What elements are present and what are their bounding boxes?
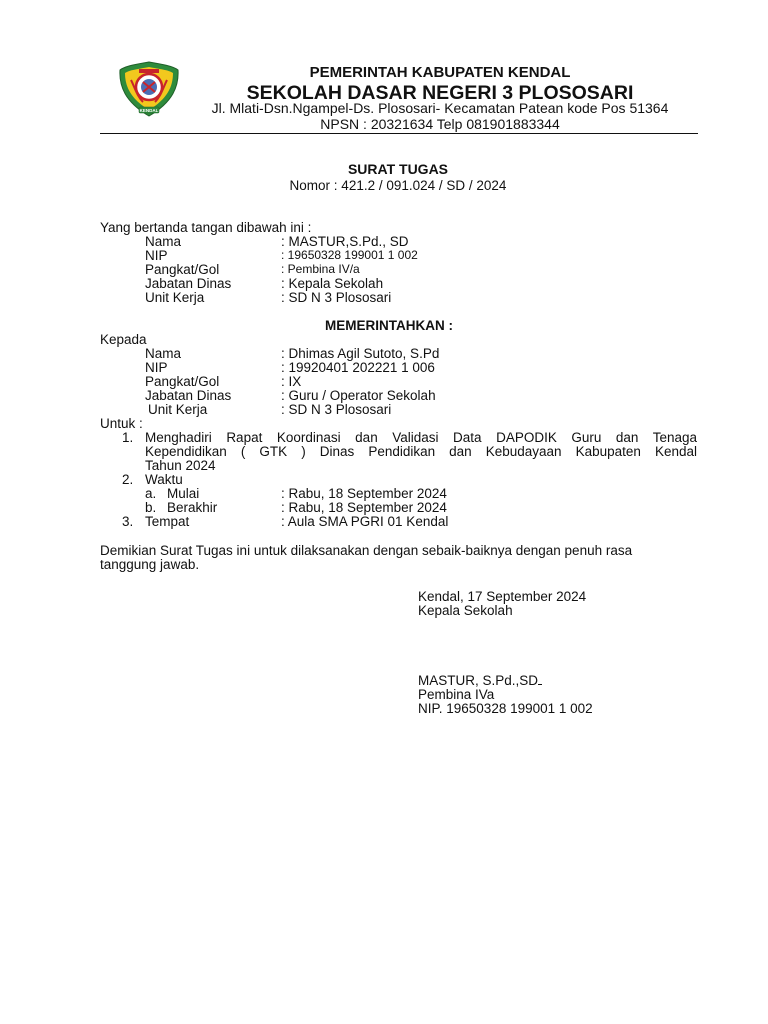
assignee-value: : 19920401 202221 1 006 bbox=[281, 360, 435, 375]
signer-value: : Pembina IV/a bbox=[281, 262, 360, 276]
time-label: Waktu bbox=[145, 472, 183, 487]
order-heading: MEMERINTAHKAN : bbox=[325, 318, 453, 333]
end-label: Berakhir bbox=[167, 500, 218, 515]
signer-label: Jabatan Dinas bbox=[145, 276, 232, 291]
assignee-label: Unit Kerja bbox=[148, 402, 208, 417]
start-label: Mulai bbox=[167, 486, 200, 501]
signature-rank: Pembina IVa bbox=[418, 687, 495, 702]
header-government: PEMERINTAH KABUPATEN KENDAL bbox=[309, 64, 571, 81]
signer-value: : Kepala Sekolah bbox=[281, 276, 384, 291]
signer-label: Pangkat/Gol bbox=[145, 262, 220, 277]
signature-place-date: Kendal, 17 September 2024 bbox=[418, 589, 587, 604]
assignee-label: NIP bbox=[145, 360, 168, 375]
signer-label: Nama bbox=[145, 234, 182, 249]
list-number: 2. bbox=[122, 472, 134, 487]
signature-name-line bbox=[418, 673, 542, 688]
assignee-value: : SD N 3 Plososari bbox=[281, 402, 392, 417]
sub-list-letter: a. bbox=[145, 486, 157, 501]
header-divider bbox=[100, 133, 698, 134]
list-number: 3. bbox=[122, 514, 134, 529]
header-address: Jl. Mlati-Dsn.Ngampel-Ds. Plososari- Kecamatan Patean kode Pos 51364 bbox=[211, 100, 669, 116]
assignee-value: : IX bbox=[281, 374, 302, 389]
task-description-line: Kependidikan ( GTK ) Dinas Pendidikan dan Kebudayaan Kabupaten Kendal bbox=[145, 444, 697, 459]
place-value: : Aula SMA PGRI 01 Kendal bbox=[281, 514, 449, 529]
closing-text: tanggung jawab. bbox=[100, 557, 200, 572]
assignee-value: : Dhimas Agil Sutoto, S.Pd bbox=[281, 346, 440, 361]
end-value: : Rabu, 18 September 2024 bbox=[281, 500, 447, 515]
assignee-label: Pangkat/Gol bbox=[145, 374, 220, 389]
signature-position: Kepala Sekolah bbox=[418, 603, 513, 618]
letter-number: Nomor : 421.2 / 091.024 / SD / 2024 bbox=[289, 178, 507, 193]
signature-nip: NIP. 19650328 199001 1 002 bbox=[418, 701, 593, 716]
signer-value: : 19650328 199001 1 002 bbox=[281, 248, 418, 262]
purpose-label: Untuk : bbox=[100, 416, 143, 431]
intro-text: Yang bertanda tangan dibawah ini : bbox=[100, 220, 312, 235]
assignee-label: Nama bbox=[145, 346, 182, 361]
signer-value: : MASTUR,S.Pd., SD bbox=[281, 234, 409, 249]
letter-title: SURAT TUGAS bbox=[347, 161, 449, 177]
header-contact: NPSN : 20321634 Telp 081901883344 bbox=[320, 116, 560, 132]
signer-label: NIP bbox=[145, 248, 168, 263]
task-description-line: Menghadiri Rapat Koordinasi dan Validasi Data DAPODIK Guru dan Tenaga bbox=[145, 430, 697, 445]
task-description-line: Tahun 2024 bbox=[145, 458, 216, 473]
school-logo bbox=[117, 60, 181, 118]
signature-name: MASTUR, S.Pd.,SD bbox=[418, 673, 539, 688]
closing-text: Demikian Surat Tugas ini untuk dilaksanakan dengan sebaik-baiknya dengan penuh rasa bbox=[100, 543, 633, 558]
signer-value: : SD N 3 Plososari bbox=[281, 290, 392, 305]
logo-text: KENDAL bbox=[139, 108, 159, 113]
assignee-label: Jabatan Dinas bbox=[145, 388, 232, 403]
header-school-name: SEKOLAH DASAR NEGERI 3 PLOSOSARI bbox=[246, 82, 634, 104]
signer-label: Unit Kerja bbox=[145, 290, 205, 305]
signature-underline bbox=[538, 673, 542, 685]
recipient-label: Kepada bbox=[100, 332, 147, 347]
start-value: : Rabu, 18 September 2024 bbox=[281, 486, 447, 501]
sub-list-letter: b. bbox=[145, 500, 157, 515]
list-number: 1. bbox=[122, 430, 134, 445]
assignee-value: : Guru / Operator Sekolah bbox=[281, 388, 436, 403]
place-label: Tempat bbox=[145, 514, 190, 529]
